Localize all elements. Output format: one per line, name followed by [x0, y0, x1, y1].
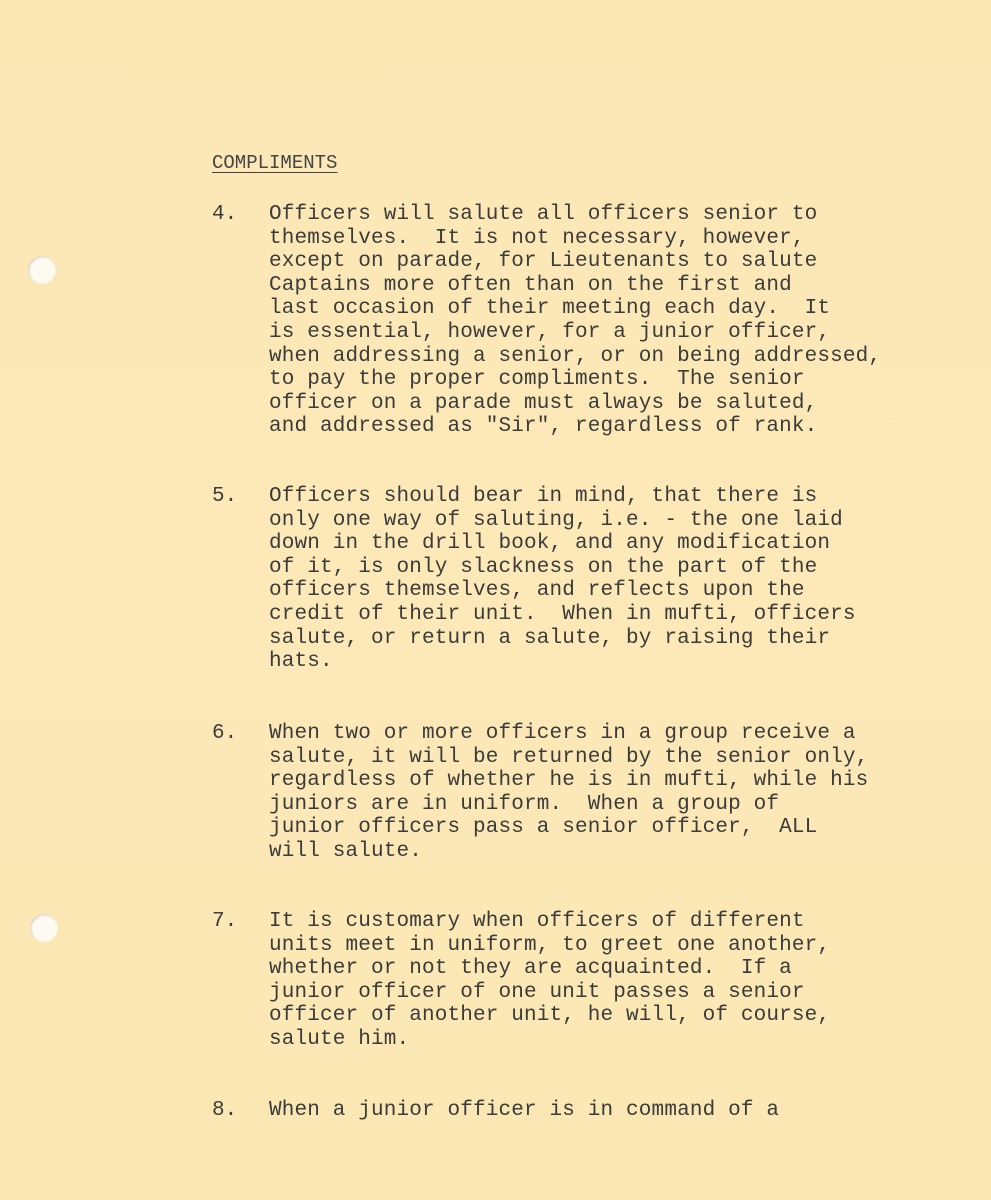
- paragraph-text: Officers should bear in mind, that there is only one way of saluting, i.e. - the one laid down in the drill book, and any modification of it, is only slackness on the part of the officers themselves, and reflects upon the credit of their unit. When in mufti, officers salute, or return a salute, by raising their hats.: [269, 485, 856, 674]
- punch-hole: [28, 256, 56, 284]
- paragraph-number: 7.: [212, 910, 238, 933]
- paragraph-number: 5.: [212, 485, 238, 508]
- paragraph-text: Officers will salute all officers senior to themselves. It is not necessary, however, except on parade, for Lieutenants to salute Captains more often than on the first and last occasion of their meeting each day. It is essential, however, for a junior officer, when addressing a senior, or on being addressed, to pay the proper compliments. The senior officer on a parade must always be saluted, and addressed as "Sir", regardless of rank.: [269, 203, 882, 439]
- paragraph-number: 4.: [212, 203, 238, 226]
- section-heading: COMPLIMENTS: [212, 152, 338, 174]
- paragraph-number: 6.: [212, 722, 238, 745]
- paragraph-number: 8.: [212, 1099, 238, 1122]
- paragraph-text: When two or more officers in a group receive a salute, it will be returned by the senior only, regardless of whether he is in mufti, while his juniors are in uniform. When a group of junior officers pass a senior officer, ALL will salute.: [269, 722, 869, 863]
- punch-hole: [30, 914, 58, 942]
- paragraph-text: It is customary when officers of different units meet in uniform, to greet one another, whether or not they are acquainted. If a junior officer of one unit passes a senior officer of another unit, he will, of course, salute him.: [269, 910, 831, 1051]
- paragraph-text: When a junior officer is in command of a: [269, 1099, 780, 1122]
